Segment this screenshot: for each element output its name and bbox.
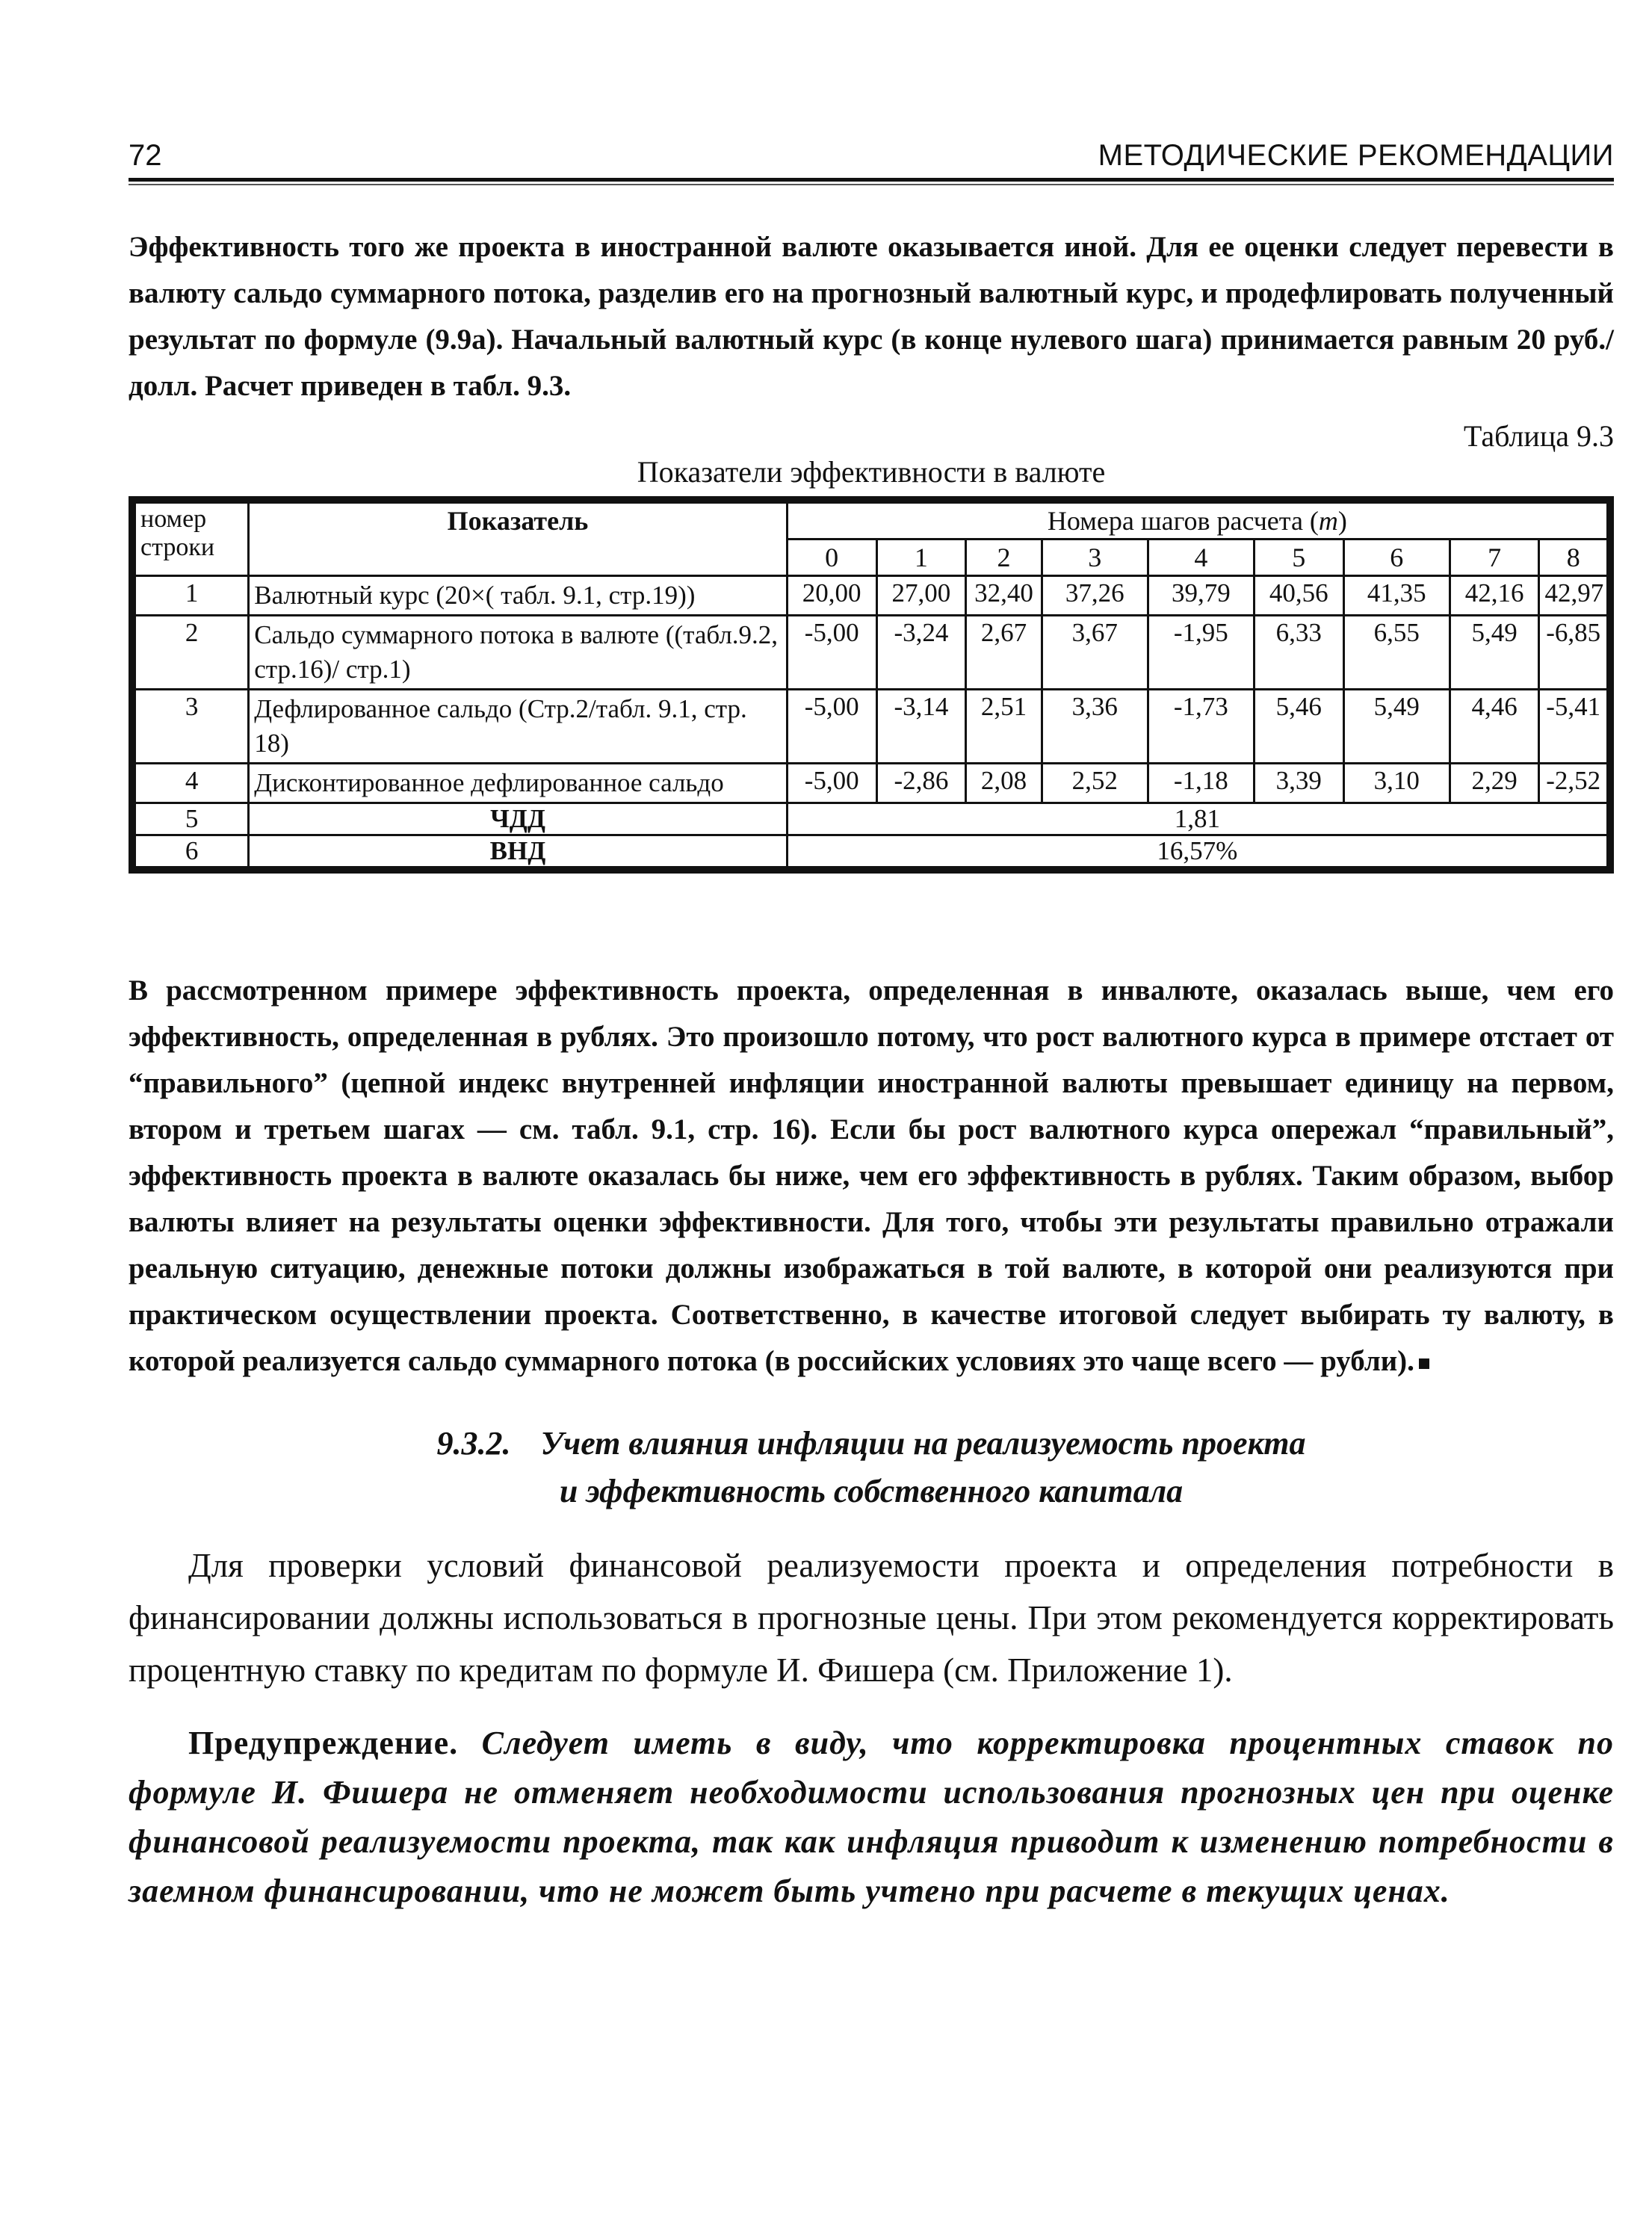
row-number: 1 (135, 576, 249, 616)
paragraph-financing: Для проверки условий финансовой реализуемости проекта и определения потребности в финансировании должны использоваться в прогнозные цены. При этом рекомендуется корректировать процентную ставку по кредитам по формуле И. Фишера (см. Приложение 1). (129, 1547, 1614, 1689)
row-number: 6 (135, 835, 249, 868)
section-title-line1: Учет влияния инфляции на реализуемость проекта (540, 1425, 1306, 1462)
header-step-5: 5 (1254, 540, 1343, 576)
row-value-step-6: 5,49 (1343, 690, 1450, 764)
row-value-step-1: -3,14 (876, 690, 966, 764)
row-value-step-2: 32,40 (966, 576, 1042, 616)
header-row-number: номер строки (135, 503, 249, 576)
row-value-step-6: 3,10 (1343, 764, 1450, 803)
row-value-step-7: 4,46 (1450, 690, 1539, 764)
row-value-step-3: 3,36 (1042, 690, 1148, 764)
row-value-step-0: -5,00 (787, 764, 876, 803)
end-mark-square (1419, 1358, 1429, 1369)
paragraph-intro: Эффективность того же проекта в иностранной валюте оказывается иной. Для ее оценки следует перевести в валюту сальдо суммарного потока, разделив его на прогнозный валютный курс, и продефлировать полученный результат по формуле (9.9а). Начальный валютный курс (в конце нулевого шага) принимается равным 20 руб./ долл. Расчет приведен в табл. 9.3. (129, 231, 1614, 402)
row-value-step-2: 2,51 (966, 690, 1042, 764)
row-indicator: Дефлированное сальдо (Стр.2/табл. 9.1, стр. 18) (249, 690, 788, 764)
table-label: Таблица 9.3 (1463, 419, 1614, 453)
row-value-step-3: 37,26 (1042, 576, 1148, 616)
section-heading (129, 1420, 1614, 1515)
running-title: МЕТОДИЧЕСКИЕ РЕКОМЕНДАЦИИ (1098, 139, 1614, 172)
row-value-step-5: 3,39 (1254, 764, 1343, 803)
row-number: 4 (135, 764, 249, 803)
row-value-step-1: 27,00 (876, 576, 966, 616)
row-number: 2 (135, 616, 249, 690)
row-value-step-1: -3,24 (876, 616, 966, 690)
summary-row (135, 835, 1608, 868)
row-value-step-8: -2,52 (1539, 764, 1608, 803)
table-row (135, 576, 1608, 616)
row-value-step-7: 42,16 (1450, 576, 1539, 616)
header-step-1: 1 (876, 540, 966, 576)
page-number: 72 (129, 139, 162, 172)
summary-label: ЧДД (249, 803, 788, 835)
table-row (135, 616, 1608, 690)
header-step-6: 6 (1343, 540, 1450, 576)
row-value-step-4: -1,18 (1148, 764, 1254, 803)
header-step-4: 4 (1148, 540, 1254, 576)
header-rule (129, 178, 1614, 182)
header-step-0: 0 (787, 540, 876, 576)
page-header (129, 135, 1614, 181)
section-number: 9.3.2. (436, 1425, 511, 1462)
row-value-step-2: 2,08 (966, 764, 1042, 803)
row-value-step-4: -1,73 (1148, 690, 1254, 764)
header-indicator: Показатель (249, 503, 788, 576)
row-number: 5 (135, 803, 249, 835)
row-number: 3 (135, 690, 249, 764)
row-value-step-0: 20,00 (787, 576, 876, 616)
row-value-step-7: 2,29 (1450, 764, 1539, 803)
table-row (135, 690, 1608, 764)
row-value-step-7: 5,49 (1450, 616, 1539, 690)
warning-lead: Предупреждение. (188, 1725, 459, 1761)
row-value-step-3: 3,67 (1042, 616, 1148, 690)
warning-text: Следует иметь в виду, что корректировка процентных ставок по формуле И. Фишера не отменяет необходимости использования прогнозных цен при оценке финансовой реализуемости проекта, так как инфляция приводит к изменению потребности в заемном финансировании, что не может быть учтено при расчете в текущих ценах. (129, 1725, 1614, 1909)
row-value-step-3: 2,52 (1042, 764, 1148, 803)
row-value-step-1: -2,86 (876, 764, 966, 803)
row-value-step-4: 39,79 (1148, 576, 1254, 616)
summary-label: ВНД (249, 835, 788, 868)
row-value-step-5: 6,33 (1254, 616, 1343, 690)
row-value-step-8: -6,85 (1539, 616, 1608, 690)
header-step-7: 7 (1450, 540, 1539, 576)
row-value-step-8: -5,41 (1539, 690, 1608, 764)
row-value-step-6: 41,35 (1343, 576, 1450, 616)
header-rule-thin (129, 184, 1614, 185)
row-value-step-5: 5,46 (1254, 690, 1343, 764)
section-title-line2: и эффективность собственного капитала (559, 1473, 1184, 1509)
table-row (135, 764, 1608, 803)
header-step-3: 3 (1042, 540, 1148, 576)
page (129, 135, 1614, 1909)
paragraph-discussion: В рассмотренном примере эффективность проекта, определенная в инвалюте, оказалась выше, чем его эффективность, определенная в рублях. Это произошло потому, что рост валютного курса в примере отстает от “правильного” (цепной индекс внутренней инфляции иностранной валюты превышает единицу на первом, втором и третьем шагах — см. табл. 9.1, стр. 16). Если бы рост валютного курса опережал “правильный”, эффективность проекта в валюте оказалась бы ниже, чем его эффективность в рублях. Таким образом, выбор валюты влияет на результаты оценки эффективности. Для того, чтобы эти результаты правильно отражали реальную ситуацию, денежные потоки должны изображаться в той валюте, в которой они реализуются при практическом осуществлении проекта. Соответственно, в качестве итоговой следует выбирать ту валюту, в которой реализуется сальдо суммарного потока (в российских условиях это чаще всего — рубли). (129, 974, 1614, 1377)
row-value-step-5: 40,56 (1254, 576, 1343, 616)
row-indicator: Дисконтированное дефлированное сальдо (249, 764, 788, 803)
table-body (135, 576, 1608, 868)
row-indicator: Сальдо суммарного потока в валюте ((табл.9.2, стр.16)/ стр.1) (249, 616, 788, 690)
row-value-step-2: 2,67 (966, 616, 1042, 690)
table-frame (129, 496, 1614, 874)
efficiency-table (134, 501, 1609, 868)
summary-value: 16,57% (787, 835, 1607, 868)
summary-value: 1,81 (787, 803, 1607, 835)
row-value-step-0: -5,00 (787, 690, 876, 764)
warning-paragraph (129, 1719, 1614, 1916)
header-step-8: 8 (1539, 540, 1608, 576)
row-value-step-8: 42,97 (1539, 576, 1608, 616)
row-value-step-0: -5,00 (787, 616, 876, 690)
row-value-step-6: 6,55 (1343, 616, 1450, 690)
summary-row (135, 803, 1608, 835)
header-steps: Номера шагов расчета (m) (787, 503, 1607, 540)
header-step-2: 2 (966, 540, 1042, 576)
table-caption: Показатели эффективности в валюте (637, 455, 1106, 489)
row-value-step-4: -1,95 (1148, 616, 1254, 690)
row-indicator: Валютный курс (20×( табл. 9.1, стр.19)) (249, 576, 788, 616)
